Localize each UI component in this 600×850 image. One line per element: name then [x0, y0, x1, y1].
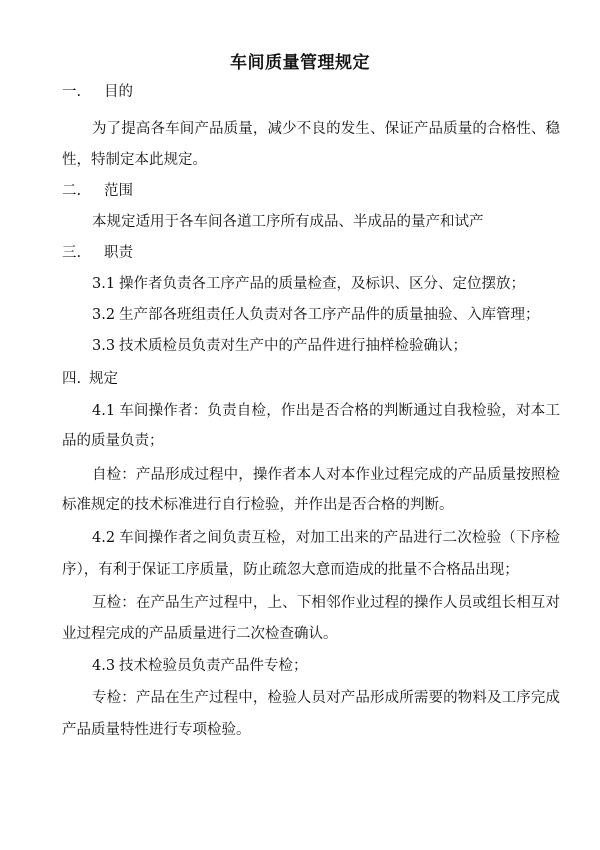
paragraph-line: 专检：产品在生产过程中，检验人员对产品形成所需要的物料及工序完成 [92, 690, 560, 706]
list-item [92, 274, 525, 294]
section-heading [62, 181, 133, 201]
paragraph-line: 为了提高各车间产品质量，减少不良的发生、保证产品质量的合格性、稳 [92, 121, 560, 137]
item-text: 操作者负责各工序产品的质量检查，及标识、区分、定位摆放； [119, 276, 525, 292]
paragraph-line [92, 528, 560, 548]
item-number: 3.1 [92, 276, 116, 292]
item-number: 3.2 [92, 307, 116, 323]
section-title: 职责 [104, 245, 133, 261]
paragraph-line: 互检：在产品生产过程中，上、下相邻作业过程的操作人员或组长相互对 [92, 595, 560, 611]
item-text: 技术质检员负责对生产中的产品件进行抽样检验确认； [119, 338, 467, 354]
paragraph-line: 性，特制定本此规定。 [62, 152, 207, 168]
paragraph-line: 产品质量特性进行专项检验。 [62, 722, 251, 738]
item-number: 4.2 [92, 530, 116, 546]
item-text: 车间操作者之间负责互检，对加工出来的产品进行二次检验（下序检 [119, 530, 560, 546]
paragraph-line: 业过程完成的产品质量进行二次检查确认。 [62, 626, 338, 642]
paragraph-line: 标准规定的技术标准进行自行检验，并作出是否合格的判断。 [62, 497, 454, 513]
section-title: 目的 [104, 84, 133, 100]
paragraph-line [92, 656, 308, 676]
section-title: 范围 [104, 183, 133, 199]
section-heading [62, 243, 133, 263]
item-number: 4.3 [92, 658, 116, 674]
document-title: 车间质量管理规定 [230, 53, 370, 73]
section-number: 三. [62, 245, 82, 261]
section-title: 规定 [89, 371, 118, 387]
item-text: 技术检验员负责产品件专检； [119, 658, 308, 674]
item-number: 3.3 [92, 338, 116, 354]
section-number: 二. [62, 183, 82, 199]
paragraph-line: 品的质量负责； [62, 433, 164, 449]
paragraph-line [92, 401, 560, 421]
paragraph-line: 序），有利于保证工序质量，防止疏忽大意而造成的批量不合格品出现； [62, 562, 519, 578]
paragraph-line: 本规定适用于各车间各道工序所有成品、半成品的量产和试产 [92, 214, 484, 230]
list-item [92, 305, 540, 325]
section-heading [62, 369, 118, 389]
section-heading [62, 82, 133, 102]
section-number: 一. [62, 84, 82, 100]
section-number: 四. [62, 371, 82, 387]
item-number: 4.1 [92, 403, 116, 419]
list-item [92, 336, 467, 356]
item-text: 生产部各班组责任人负责对各工序产品件的质量抽验、入库管理； [119, 307, 540, 323]
item-text: 车间操作者：负责自检，作出是否合格的判断通过自我检验，对本工 [119, 403, 560, 419]
paragraph-line: 自检：产品形成过程中，操作者本人对本作业过程完成的产品质量按照检 [92, 467, 560, 483]
